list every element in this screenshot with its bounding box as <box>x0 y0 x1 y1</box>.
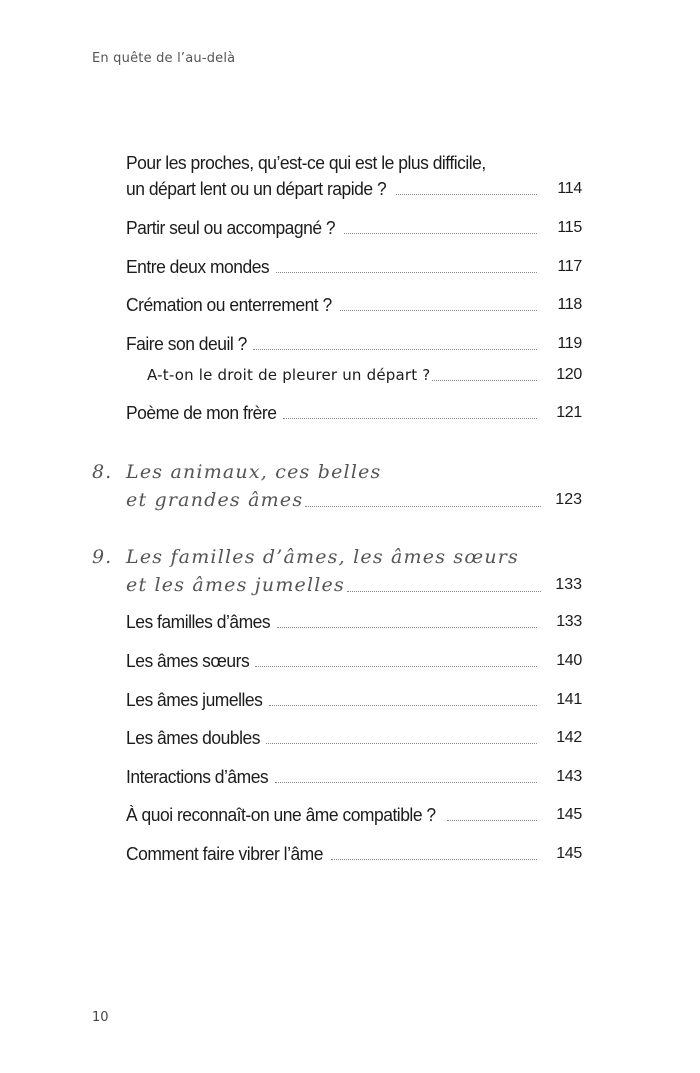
toc-entry-page: 140 <box>556 652 582 669</box>
toc-entry-label: Poème de mon frère <box>126 403 277 423</box>
toc-entry[interactable] <box>0 765 700 793</box>
toc-entry[interactable] <box>0 649 700 677</box>
chapter-page: 123 <box>555 491 582 508</box>
toc-entry[interactable] <box>0 803 700 831</box>
toc-entry-page: 142 <box>556 729 582 746</box>
leader-dots <box>305 506 541 507</box>
leader-dots <box>447 820 537 821</box>
chapter-page: 133 <box>555 576 582 593</box>
toc-entry[interactable] <box>0 842 700 870</box>
toc-entry-label: Faire son deuil ? <box>126 334 247 354</box>
toc-entry[interactable] <box>0 332 700 360</box>
leader-dots <box>340 310 537 311</box>
toc-entry-page: 117 <box>557 258 582 275</box>
chapter-title-line2: et grandes âmes <box>126 489 304 511</box>
chapter-title-line2: et les âmes jumelles <box>126 574 345 596</box>
toc-entry-page: 118 <box>557 296 582 313</box>
leader-dots <box>277 627 537 628</box>
chapter-title-line1: Les familles d’âmes, les âmes sœurs <box>126 546 520 568</box>
toc-subentry[interactable] <box>0 363 700 391</box>
page-number: 10 <box>92 1010 109 1025</box>
toc-entry[interactable] <box>0 293 700 321</box>
toc-entry[interactable] <box>0 610 700 638</box>
leader-dots <box>347 591 541 592</box>
toc-entry-label: Interactions d’âmes <box>126 767 269 787</box>
toc-entry-page: 133 <box>556 613 582 630</box>
chapter-number: 8. <box>92 461 113 483</box>
chapter-number: 9. <box>92 546 113 568</box>
toc-entry-label: Crémation ou enterrement ? <box>126 295 332 315</box>
toc-entry-label: un départ lent ou un départ rapide ? <box>126 179 387 199</box>
toc-entry-page: 119 <box>557 335 582 352</box>
toc-entry-page: 115 <box>557 219 582 236</box>
leader-dots <box>253 349 537 350</box>
toc-entry-multiline-first-line: Pour les proches, qu’est-ce qui est le plus difficile, <box>126 153 486 173</box>
toc-entry-label: À quoi reconnaît-on une âme compatible ? <box>126 805 436 825</box>
toc-entry[interactable] <box>0 726 700 754</box>
toc-entry-label: Entre deux mondes <box>126 257 270 277</box>
toc-entry-page: 143 <box>556 768 582 785</box>
toc-entry-label: Les âmes doubles <box>126 728 260 748</box>
leader-dots <box>283 418 537 419</box>
toc-entry-page: 141 <box>556 691 582 708</box>
leader-dots <box>344 233 537 234</box>
toc-entry[interactable] <box>0 177 700 205</box>
leader-dots <box>396 194 537 195</box>
toc-entry-label: Les âmes jumelles <box>126 690 263 710</box>
toc-entry-label: Comment faire vibrer l’âme <box>126 844 323 864</box>
leader-dots <box>331 859 537 860</box>
leader-dots <box>276 272 537 273</box>
toc-entry-page: 145 <box>556 845 582 862</box>
toc-entry[interactable] <box>0 688 700 716</box>
leader-dots <box>266 743 537 744</box>
leader-dots <box>255 666 537 667</box>
toc-entry-label: Partir seul ou accompagné ? <box>126 218 336 238</box>
toc-entry[interactable] <box>0 216 700 244</box>
toc-subentry-page: 120 <box>556 366 582 383</box>
toc-entry[interactable] <box>0 255 700 283</box>
leader-dots <box>269 705 537 706</box>
toc-entry-label: Les familles d’âmes <box>126 612 271 632</box>
chapter-title-line1: Les animaux, ces belles <box>126 461 382 483</box>
toc-entry[interactable] <box>0 401 700 429</box>
toc-entry-page: 114 <box>557 180 582 197</box>
toc-entry-page: 145 <box>556 806 582 823</box>
leader-dots <box>275 782 537 783</box>
toc-subentry-label: A-t-on le droit de pleurer un départ ? <box>147 366 431 384</box>
toc-entry-label: Les âmes sœurs <box>126 651 250 671</box>
toc-entry-page: 121 <box>556 404 582 421</box>
running-header: En quête de l’au-delà <box>92 51 236 66</box>
leader-dots <box>432 380 537 381</box>
